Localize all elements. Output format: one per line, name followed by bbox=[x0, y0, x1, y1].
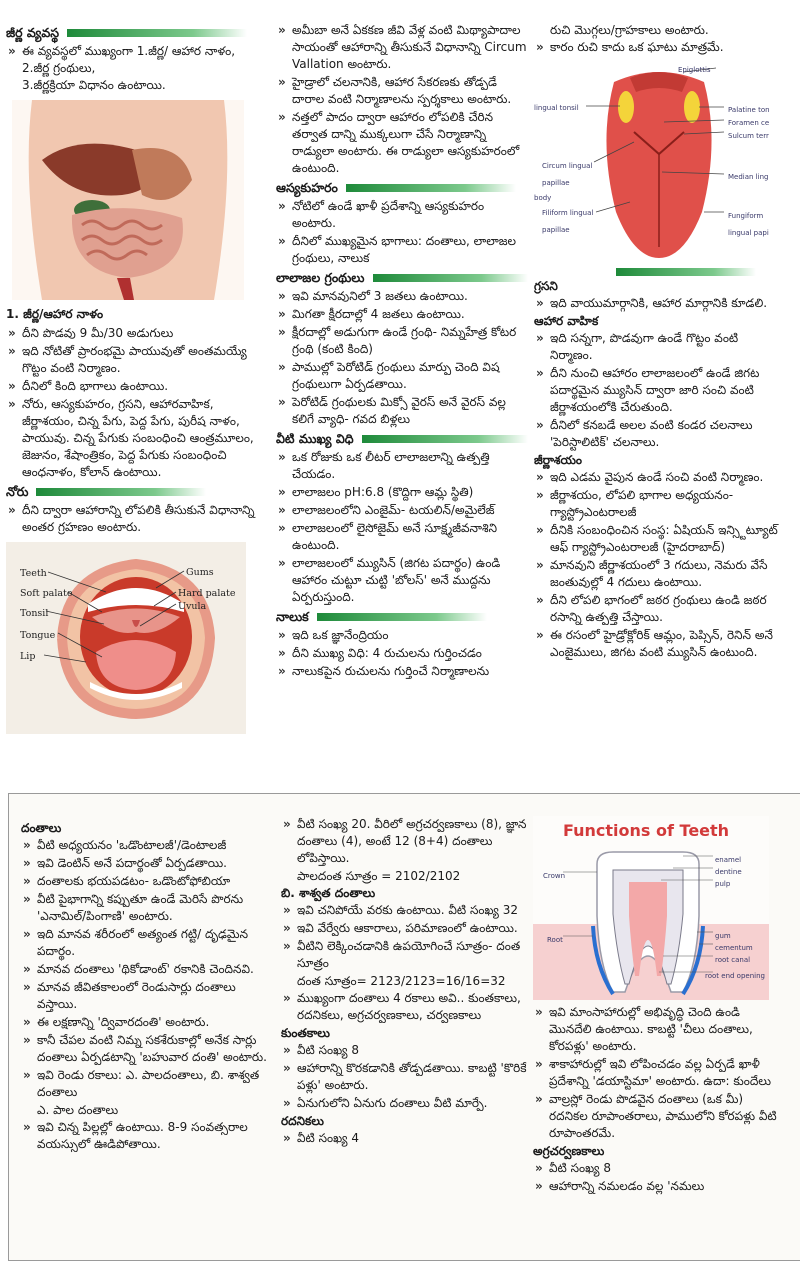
bullet: » దీనిలో కింది భాగాలు ఉంటాయి. bbox=[6, 378, 268, 395]
bullet: » వీటిని లెక్కించడానికి ఉపయోగించే సూత్రం- దంత సూత్రం bbox=[281, 938, 529, 972]
bullet: » ఇది సన్నగా, పొడవుగా ఉండే గొట్టం వంటి నిర్మాణం. bbox=[534, 330, 784, 364]
digestive-system-figure bbox=[12, 100, 244, 300]
label-soft-palate: Soft palate bbox=[20, 588, 73, 599]
bullet: » ఈ రసంలో హైడ్రోక్లోరిక్ ఆమ్లం, పెప్సిన్, రెనిన్ అనే ఎంజైములు, జిగట వంటి మ్యుసిన్ ఉంటుంది. bbox=[534, 627, 784, 661]
column-3 bbox=[534, 22, 784, 662]
section-heading: నాలుక bbox=[276, 608, 528, 625]
bullet: » దీని నుంచి ఆహారం లాలాజలంలో ఉండే జిగట పదార్థమైన మ్యుసిన్ ద్వారా జారి సంచి వంటి జీర్ణాశయంలోకి చేరుతుంది. bbox=[534, 365, 784, 416]
label-hard-palate: Hard palate bbox=[178, 588, 236, 599]
label-gums: Gums bbox=[186, 567, 214, 578]
bullet: » ఇది మానవ శరీరంలో అత్యంత గట్టి/ దృఢమైన పదార్థం. bbox=[21, 926, 277, 960]
bullet: » జీర్ణాశయం, లోపలి భాగాల అధ్యయనం- గ్యాస్ట్రోఎంటరాలజీ bbox=[534, 487, 784, 521]
continued-text: రుచి మొగ్గలు/గ్రాహకాలు అంటారు. bbox=[550, 23, 709, 37]
heading-bar bbox=[36, 488, 206, 496]
bullet: » లాలాజలం pH:6.8 (కొద్దిగా ఆమ్ల స్థితి) bbox=[276, 484, 528, 501]
label-uvula: Uvula bbox=[178, 601, 207, 612]
bullet: » దీనికి సంబంధించిన సంస్థ: ఏషియన్ ఇన్స్టిట్యూట్ ఆఫ్ గ్యాస్ట్రోఎంటరాలజీ (హైదరాబాద్) bbox=[534, 522, 784, 556]
section-heading: బి. శాశ్వత దంతాలు bbox=[281, 886, 376, 900]
label-tonsil: Tonsil bbox=[20, 608, 49, 619]
bullet: » నోరు, ఆస్యకుహరం, గ్రసని, ఆహారవాహిక, జీర్ణాశయం, చిన్న పేగు, పెద్ద పేగు, పురీష నాళం, పాయువు. చిన్న పేగుకు సంబంధించి ఆంత్రమూలం, జెజునం, శేషాంత్రికం, పెద్ద పేగుకు సంబంధించి ఆంధనాళం, కోలాన్ ఉంటాయి. bbox=[6, 396, 268, 481]
label-pulp: pulp bbox=[715, 880, 731, 888]
bullet: » మానవ జీవితకాలంలో రెండుసార్లు దంతాలు వస్తాయి. bbox=[21, 979, 277, 1013]
label-root-end-opening: root end opening bbox=[705, 972, 765, 980]
bullet: » ఆహారాన్ని కొరకడానికి తోడ్పడతాయి. కాబట్టి 'కొరికే పళ్లు' అంటారు. bbox=[281, 1060, 529, 1094]
heading-bar bbox=[317, 613, 487, 621]
bullet: » దీని లోపలి భాగంలో జఠర గ్రంథులు ఉండి జఠర రసాన్ని ఉత్పత్తి చేస్తాయి. bbox=[534, 592, 784, 626]
bullet: » అమీబా అనే ఏకకణ జీవి వేళ్ల వంటి మిథ్యాపాదాల సాయంతో ఆహారాన్ని తీసుకునే విధానాన్ని Circum Vallation అంటారు. bbox=[276, 22, 528, 73]
bullet: » పాముల్లో పెరోటిడ్ గ్రంథులు మార్పు చెంది విష గ్రంథులుగా ఏర్పడతాయి. bbox=[276, 359, 528, 393]
label-cementum: cementum bbox=[715, 944, 753, 952]
heading-bar bbox=[346, 184, 516, 192]
bullet: » శాకాహారుల్లో ఇవి లోపించడం వల్ల ఏర్పడే ఖాళీ ప్రదేశాన్ని 'డయాస్టిమా' అంటారు. ఉదా: కుందేలు bbox=[533, 1056, 785, 1090]
bullet: » వీటి సంఖ్య 20. వీరిలో అగ్రచర్వణకాలు (8), జ్ఞాన దంతాలు (4), అంటే 12 (8+4) దంతాలు లోపిస్తాయి. bbox=[281, 816, 529, 867]
bullet: » ఏనుగులోని ఏనుగు దంతాలు వీటి మార్పే. bbox=[281, 1095, 529, 1112]
bullet: » ఆహారాన్ని నమలడం వల్ల 'నమలు bbox=[533, 1178, 785, 1195]
bullet: » పెరోటిడ్ గ్రంథులకు మిక్సో వైరస్ అనే వైరస్ వల్ల కలిగే వ్యాధి- గవద బిళ్లలు bbox=[276, 394, 528, 428]
teeth-figure bbox=[533, 816, 769, 1000]
section-heading: వీటి ముఖ్య విధి bbox=[276, 430, 528, 447]
heading-bar bbox=[616, 268, 756, 276]
bullet: » నత్తలో పాదం ద్వారా ఆహారం లోపలికి చేరిన తర్వాత దాన్ని ముక్కలుగా చేసే నిర్మాణాన్ని రాడ్యులా అంటారు. ఈ రాడ్యులా ఆస్యకుహరంలో ఉంటుంది. bbox=[276, 109, 528, 177]
bullet: » మానవ దంతాలు 'థికోడాంట్' రకానికి చెందినవి. bbox=[21, 961, 277, 978]
tongue-figure bbox=[534, 62, 784, 262]
bullet: » దీనిలో కనబడే అలల వంటి కండర చలనాలు 'పెరిస్టాలిటిక్' చలనాలు. bbox=[534, 417, 784, 451]
section-heading: జీర్ణాశయం bbox=[534, 453, 583, 467]
section-heading: గ్రసని bbox=[534, 279, 558, 293]
section-heading: అగ్రచర్వణకాలు bbox=[533, 1144, 605, 1158]
box-column-1 bbox=[21, 820, 277, 1154]
label-epiglottis: Epiglottis bbox=[678, 66, 711, 74]
bullet: » ఇవి వేర్వేరు ఆకారాలు, పరిమాణంలో ఉంటాయి. bbox=[281, 920, 529, 937]
label-fungiform-papillae: Fungiform lingual papi bbox=[728, 212, 769, 237]
column-1 bbox=[6, 22, 268, 734]
bullet: » మిగతా క్షీరదాల్లో 4 జతలు ఉంటాయి. bbox=[276, 306, 528, 323]
label-tongue: Tongue bbox=[20, 630, 56, 641]
heading-bar-row bbox=[534, 268, 784, 276]
section-heading: నోరు bbox=[6, 483, 268, 500]
box-column-2 bbox=[281, 816, 529, 1148]
formula: పాలదంత సూత్రం = 2102/2102 bbox=[297, 869, 461, 883]
bullet: » వీటి సంఖ్య 8 bbox=[281, 1042, 529, 1059]
column-2 bbox=[276, 22, 528, 681]
label-lip: Lip bbox=[20, 651, 36, 662]
bullet: » హైడ్రాలో చలనానికి, ఆహార సేకరణకు తోడ్పడే దారాల వంటి నిర్మాణాలను స్పర్శకాలు అంటారు. bbox=[276, 74, 528, 108]
bullet: » ఇది వాయుమార్గానికి, ఆహార మార్గానికి కూడలి. bbox=[534, 295, 784, 312]
bullet: » ఇవి మాంసాహారుల్లో అభివృద్ధి చెంది ఉండి మొనదేలి ఉంటాయి. కాబట్టి 'చీలు దంతాలు, కోరపళ్లు' అంటారు. bbox=[533, 1004, 785, 1055]
label-root-canal: root canal bbox=[715, 956, 751, 964]
section-heading: రదనికలు bbox=[281, 1114, 324, 1128]
bullet: » కారం రుచి కాదు ఒక ఘాటు మాత్రమే. bbox=[534, 39, 784, 56]
bullet: » దీని ముఖ్య విధి: 4 రుచులను గుర్తించడం bbox=[276, 645, 528, 662]
bullet: » ఒక రోజుకు ఒక లీటర్ లాలాజలాన్ని ఉత్పత్తి చేయడం. bbox=[276, 449, 528, 483]
bullet: » నోటిలో ఉండే ఖాళీ ప్రదేశాన్ని ఆస్యకుహరం అంటారు. bbox=[276, 198, 528, 232]
bullet: » క్షీరదాల్లో అడుగుగా ఉండే గ్రంథి- నిమ్నహేత్ర కోటర గ్రంథి (కంటి కింది) bbox=[276, 324, 528, 358]
bullet: » నాలుకపైన రుచులను గుర్తించే నిర్మాణాలను bbox=[276, 663, 528, 680]
bullet: » లాలాజలంలో మ్యుసిన్ (జిగట పదార్థం) ఉండి ఆహారం చుట్టూ చుట్టి 'బోలస్' అనే ముద్దను ఏర్పరుస్తుంది. bbox=[276, 555, 528, 606]
bullet: » మానవుని జీర్ణాశయంలో 3 గదులు, నెమరు వేసే జంతువుల్లో 4 గదులు ఉంటాయి. bbox=[534, 557, 784, 591]
section-heading: కుంతకాలు bbox=[281, 1026, 330, 1040]
bullet: » ఇవి మానవునిలో 3 జతలు ఉంటాయి. bbox=[276, 288, 528, 305]
bullet: » దీని పొడవు 9 మీ/30 అడుగులు bbox=[6, 325, 268, 342]
digestive-illustration bbox=[12, 100, 244, 300]
bullet: » లాలాజలంలో లైసోజైమ్ అనే సూక్ష్మజీవనాశిని ఉంటుంది. bbox=[276, 520, 528, 554]
bullet: » ఈ లక్షణాన్ని 'ద్వివారదంతి' అంటారు. bbox=[21, 1014, 277, 1031]
section-heading: జీర్ణ వ్యవస్థ bbox=[6, 24, 268, 41]
bullet: » ముఖ్యంగా దంతాలు 4 రకాలు అవి.. కుంతకాలు, రదనికలు, అగ్రచర్వణకాలు, చర్వణకాలు bbox=[281, 990, 529, 1024]
label-dentine: dentine bbox=[715, 868, 742, 876]
label-palatine-tonsil: Palatine ton bbox=[728, 106, 770, 114]
bullet: » ఇది ఎడమ వైపున ఉండే సంచి వంటి నిర్మాణం. bbox=[534, 469, 784, 486]
bullet: » వాల్రస్లో రెండు పొడవైన దంతాలు (ఒక మీ) రదనికల రూపాంతరాలు, పాములోని కోరపళ్లు వీటి రూపాంతరమే. bbox=[533, 1091, 785, 1142]
heading-bar bbox=[362, 435, 528, 443]
formula: దంత సూత్రం= 2123/2123=16/16=32 bbox=[297, 974, 506, 988]
label-sulcum: Sulcum terr bbox=[728, 132, 769, 140]
label-median: Median ling bbox=[728, 173, 769, 181]
bullet: » దంతాలకు భయపడటం- ఒడొంటోఫోబియా bbox=[21, 873, 277, 890]
bullet: » వీటి పైభాగాన్ని కప్పుతూ ఉండే మెరిసే పొరను 'ఎనామిల్/పింగాణి' అంటారు. bbox=[21, 891, 277, 925]
bullet: » దీనిలో ముఖ్యమైన భాగాలు: దంతాలు, లాలాజల గ్రంథులు, నాలుక bbox=[276, 233, 528, 267]
bullet: » వీటి అధ్యయనం 'ఒడొంటాలజీ'/డెంటాలజీ bbox=[21, 837, 277, 854]
bullet: » ఇవి చిన్న పిల్లల్లో ఉంటాయి. 8-9 సంవత్సరాల వయస్సులో ఊడిపోతాయి. bbox=[21, 1119, 277, 1153]
bullet: » దీని ద్వారా ఆహారాన్ని లోపలికి తీసుకునే విధానాన్ని అంతర గ్రహణం అంటారు. bbox=[6, 502, 268, 536]
section-heading: ఆహార వాహిక bbox=[534, 314, 599, 328]
section-heading: లాలాజల గ్రంథులు bbox=[276, 269, 528, 286]
label-circum-papillae: Circum lingual papillae bbox=[542, 162, 593, 187]
bullet: » లాలాజలంలోని ఎంజైమ్- టయలిన్/అమైలేజ్ bbox=[276, 502, 528, 519]
numbered-heading: 1. జీర్ణ/ఆహార నాళం bbox=[6, 307, 104, 321]
section-heading: ఆస్యకుహరం bbox=[276, 179, 528, 196]
box-column-3 bbox=[533, 816, 785, 1196]
label-crown: Crown bbox=[543, 872, 566, 880]
label-teeth: Teeth bbox=[20, 568, 47, 579]
bullet: » ఇవి చనిపోయే వరకు ఉంటాయి. వీటి సంఖ్య 32 bbox=[281, 902, 529, 919]
bullet: » ఇది ఒక జ్ఞానేంద్రియం bbox=[276, 627, 528, 644]
label-root: Root bbox=[547, 936, 563, 944]
teeth-box bbox=[8, 793, 800, 1261]
label-lingual-tonsil: lingual tonsil bbox=[534, 104, 579, 112]
label-gum: gum bbox=[715, 932, 731, 940]
section-heading: దంతాలు bbox=[21, 821, 62, 835]
heading-bar bbox=[67, 29, 247, 37]
label-body: body bbox=[534, 194, 552, 202]
bullet: » వీటి సంఖ్య 8 bbox=[533, 1160, 785, 1177]
label-filiform-papillae: Filiform lingual papillae bbox=[542, 209, 594, 234]
bullet: » ఇవి డెంటిన్ అనే పదార్థంతో ఏర్పడతాయి. bbox=[21, 855, 277, 872]
heading-bar bbox=[373, 274, 529, 282]
bullet: » ఇది నోటితో ప్రారంభమై పాయువుతో అంతమయ్యే గొట్టం వంటి నిర్మాణం. bbox=[6, 343, 268, 377]
bullet: » వీటి సంఖ్య 4 bbox=[281, 1130, 529, 1147]
bullet: » ఇవి రెండు రకాలు: ఎ. పాలదంతాలు, బి. శాశ్వత దంతాలు bbox=[21, 1067, 277, 1101]
bullet: » కానీ చేపల వంటి నిమ్న సకశేరుకాల్లో అనేక సార్లు దంతాలు ఏర్పడటాన్ని 'బహువార దంతి' అంటారు. bbox=[21, 1032, 277, 1066]
label-foramen: Foramen ce bbox=[728, 119, 770, 127]
figure-title: Functions of Teeth bbox=[563, 821, 730, 840]
mouth-figure bbox=[6, 542, 246, 734]
label-enamel: enamel bbox=[715, 856, 742, 864]
bullet: » ఈ వ్యవస్థలో ముఖ్యంగా 1.జీర్ణ/ ఆహార నాళం, 2.జీర్ణ గ్రంథులు, 3.జీర్ణక్రియా విధానం ఉంటాయి. bbox=[6, 43, 268, 94]
sub-heading: ఎ. పాల దంతాలు bbox=[37, 1103, 119, 1117]
